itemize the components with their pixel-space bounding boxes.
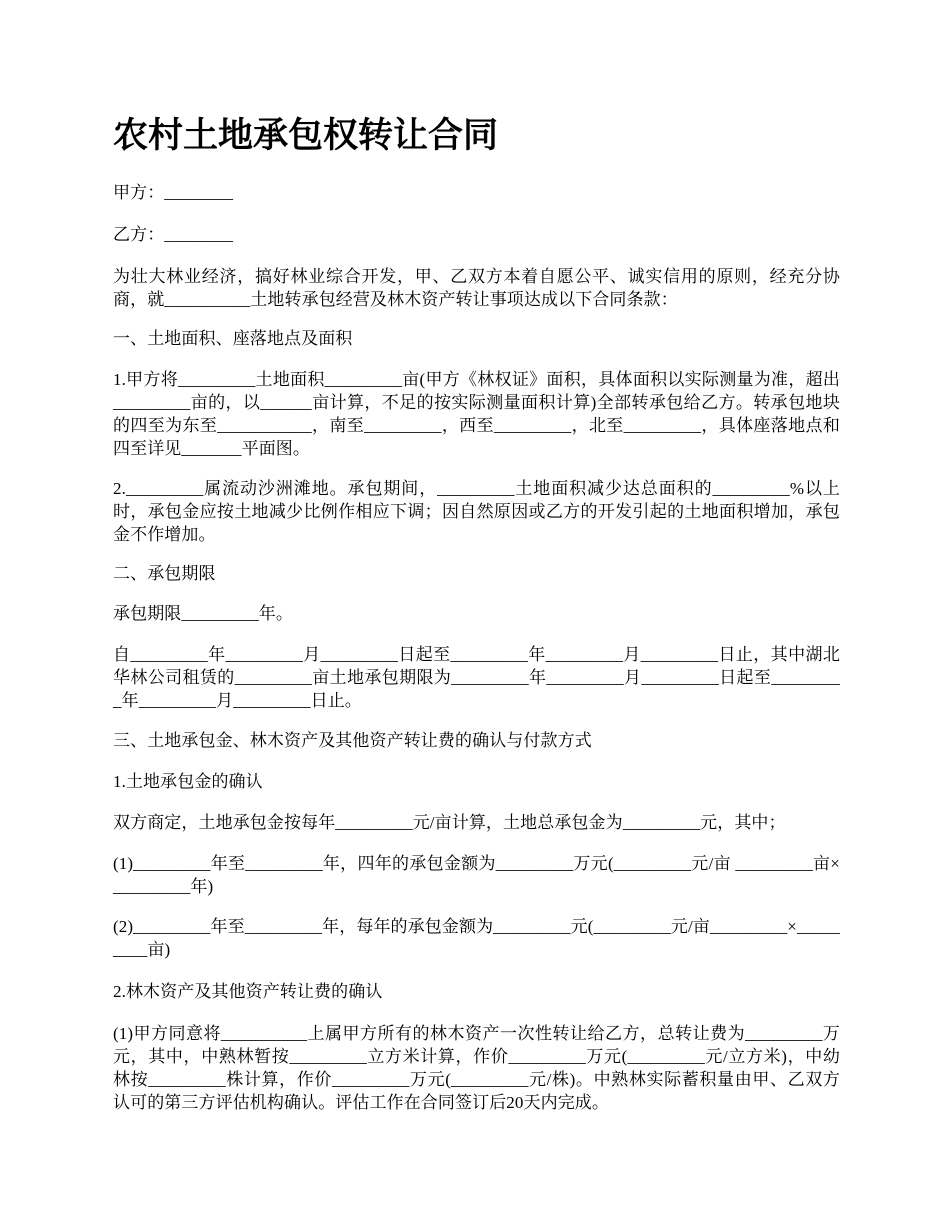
subsection-3-1-heading: 1.土地承包金的确认 bbox=[113, 772, 263, 791]
subsection-3-2-item-1: (1)甲方同意将__________上属甲方所有的林木资产一次性转让给乙方，总转让费为_________万元，其中，中熟林暂按_________立方米计算，作价_________万元(_________元/立方米)，中幼林按_________株计算，作价_________万元(_________元/株)。中熟林实际蓄积量由甲、乙双方认可的第三方评估机构确认。评估工作在合同签订后20天内完成。 bbox=[113, 1024, 840, 1112]
clause-1-2: 2._________属流动沙洲滩地。承包期间，_________土地面积减少达总面积的_________%以上时，承包金应按土地减少比例作相应下调；因自然原因或乙方的开发引起的土地面积增加，承包金不作增加。 bbox=[113, 479, 840, 544]
clause-1-1: 1.甲方将_________土地面积_________亩(甲方《林权证》面积，具体面积以实际测量为准，超出_________亩的，以______亩计算，不足的按实际测量面积计算)全部转承包给乙方。转承包地块的四至为东至___________，南至_________，西至_________，北至_________，具体座落地点和四至详见_______平面图。 bbox=[113, 370, 840, 458]
section-2-heading: 二、承包期限 bbox=[113, 564, 216, 583]
document-title: 农村土地承包权转让合同 bbox=[113, 116, 499, 156]
term-detail: 自_________年_________月_________日起至_________年_________月_________日止，其中湖北华林公司租赁的_________亩土地承包期限为_________年_________月_________日起至_________年_________月_________日止。 bbox=[113, 645, 840, 710]
intro-paragraph: 为壮大林业经济，搞好林业综合开发，甲、乙双方本着自愿公平、诚实信用的原则，经充分协商，就__________土地转承包经营及林木资产转让事项达成以下合同条款： bbox=[113, 267, 840, 309]
payment-item-2: (2)_________年至_________年，每年的承包金额为_________元(_________元/亩_________×_________亩) bbox=[113, 917, 840, 959]
section-1-heading: 一、土地面积、座落地点及面积 bbox=[113, 329, 353, 348]
term-line: 承包期限_________年。 bbox=[113, 604, 293, 623]
payment-item-1: (1)_________年至_________年，四年的承包金额为_________万元(_________元/亩 _________亩×_________年) bbox=[113, 854, 840, 896]
subsection-3-1-text: 双方商定，土地承包金按每年_________元/亩计算，土地总承包金为_________元，其中； bbox=[113, 813, 786, 832]
party-b-line: 乙方：________ bbox=[113, 225, 234, 244]
party-a-line: 甲方：________ bbox=[113, 183, 234, 202]
subsection-3-2-heading: 2.林木资产及其他资产转让费的确认 bbox=[113, 982, 383, 1001]
section-3-heading: 三、土地承包金、林木资产及其他资产转让费的确认与付款方式 bbox=[113, 731, 592, 750]
